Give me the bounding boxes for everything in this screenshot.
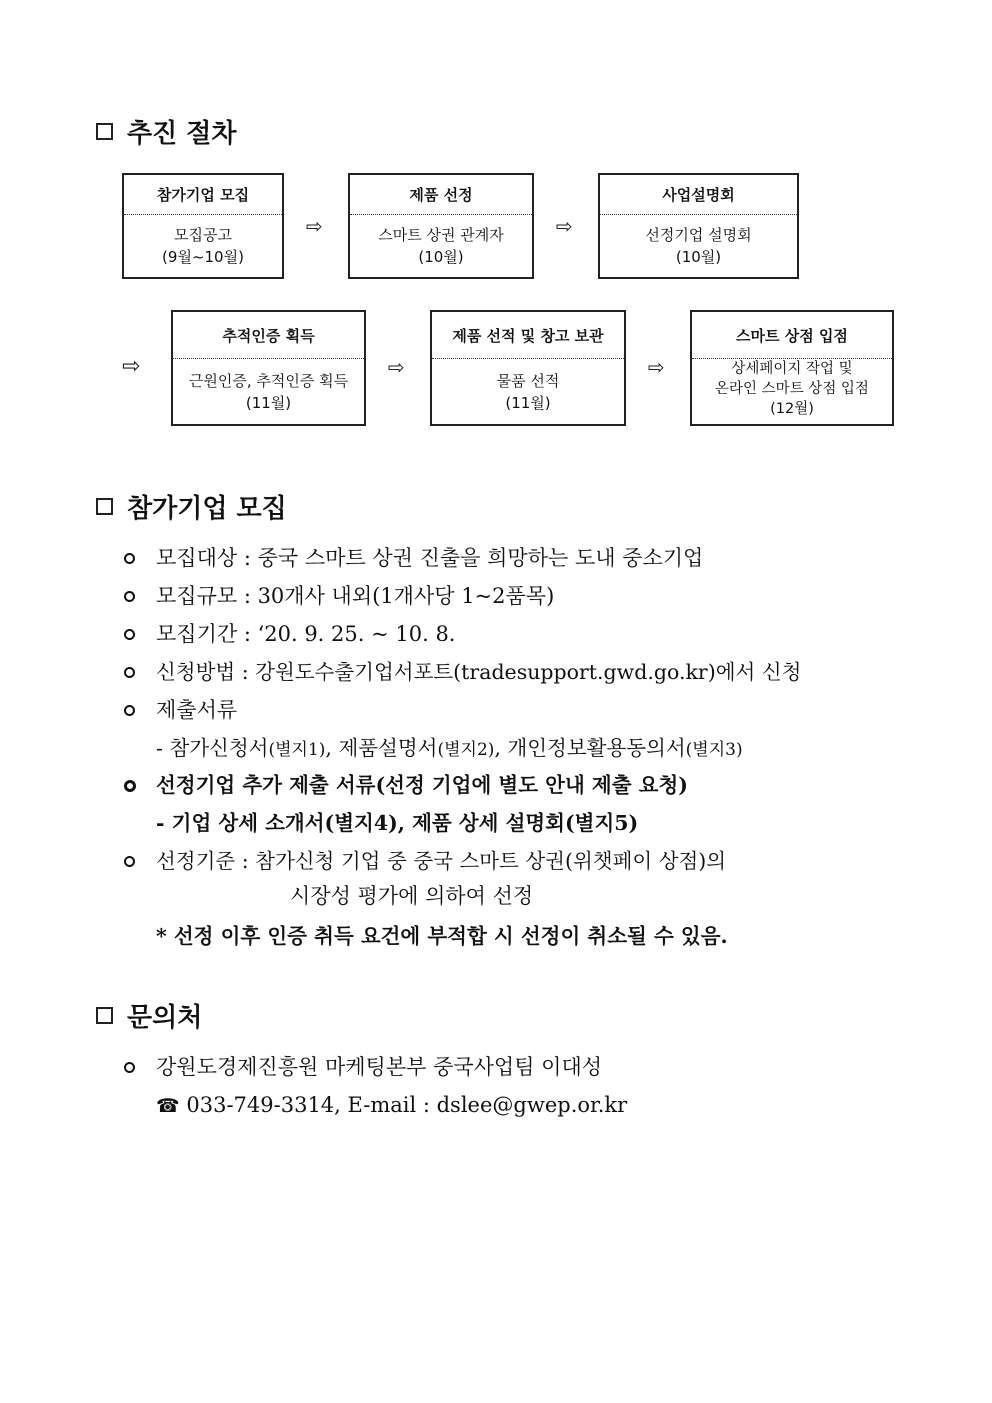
checkbox-square-icon <box>96 498 113 515</box>
circle-bullet-icon <box>124 591 135 602</box>
docs-application: - 참가신청서 <box>156 736 269 760</box>
section-title-contact <box>96 997 202 1034</box>
step-box-smart-store <box>690 310 894 426</box>
step-period: (10월) <box>418 248 464 266</box>
circle-bullet-icon <box>124 553 135 564</box>
section-title-recruit <box>96 488 287 525</box>
section-title-text: 추진 절차 <box>127 119 237 149</box>
recruit-docs: 제출서류 <box>156 698 238 722</box>
docs-product-desc: , 제품설명서 <box>325 736 438 760</box>
step-period: (11월) <box>505 393 551 412</box>
step-period: (11월) <box>245 393 292 412</box>
section-title-text: 문의처 <box>127 1003 203 1033</box>
docs-annex-2: (별지2) <box>437 740 495 760</box>
recruit-period: 모집기간 : ‘20. 9. 25. ~ 10. 8. <box>156 622 456 646</box>
circle-bullet-icon <box>124 1062 135 1073</box>
recruit-extra-docs: 선정기업 추가 제출 서류(선정 기업에 별도 안내 제출 요청) <box>156 773 688 797</box>
checkbox-square-icon <box>96 1007 113 1024</box>
step-box-recruit <box>122 173 284 279</box>
step-desc: 온라인 스마트 상점 입점 <box>715 381 869 397</box>
arrow-right-icon: ⇨ <box>122 354 141 379</box>
circle-bullet-icon <box>124 705 135 716</box>
step-box-certification <box>171 310 366 426</box>
docs-privacy-consent: , 개인정보활용동의서 <box>494 736 686 760</box>
step-period: (10월) <box>675 248 722 266</box>
phone-icon: ☎ <box>156 1095 180 1117</box>
arrow-right-icon: ⇨ <box>306 214 323 238</box>
step-title: 제품 선정 <box>350 175 532 215</box>
step-desc: 상세페이지 작업 및 <box>731 361 853 377</box>
recruit-note: * 선정 이후 인증 취득 요건에 부적합 시 선정이 취소될 수 있음. <box>156 924 728 948</box>
step-box-shipping <box>430 310 626 426</box>
recruit-criteria: 선정기준 : 참가신청 기업 중 중국 스마트 상권(위챗페이 상점)의 <box>156 849 727 873</box>
circle-bullet-icon <box>124 667 135 678</box>
step-period: (9월~10월) <box>162 248 244 266</box>
step-desc: 모집공고 <box>174 226 232 244</box>
arrow-right-icon: ⇨ <box>648 355 665 379</box>
step-desc: 선정기업 설명회 <box>645 226 752 244</box>
step-title: 추적인증 획득 <box>173 312 364 359</box>
step-desc: 근원인증, 추적인증 획득 <box>188 371 349 390</box>
recruit-target: 모집대상 : 중국 스마트 상권 진출을 희망하는 도내 중소기업 <box>156 546 704 570</box>
step-title: 제품 선적 및 창고 보관 <box>432 312 624 359</box>
circle-bullet-icon <box>124 780 136 792</box>
contact-phone-email: 033-749-3314, E-mail : dslee@gwep.or.kr <box>186 1093 628 1117</box>
step-box-briefing <box>598 173 799 279</box>
recruit-scale: 모집규모 : 30개사 내외(1개사당 1~2품목) <box>156 584 555 608</box>
recruit-criteria-cont: 시장성 평가에 의하여 선정 <box>290 884 534 908</box>
recruit-docs-detail <box>156 733 743 765</box>
contact-phone-line <box>156 1090 627 1121</box>
contact-org: 강원도경제진흥원 마케팅본부 중국사업팀 이대성 <box>156 1055 603 1079</box>
recruit-extra-docs-detail: - 기업 상세 소개서(별지4), 제품 상세 설명회(별지5) <box>156 811 639 835</box>
arrow-right-icon: ⇨ <box>388 355 405 379</box>
step-desc: 물품 선적 <box>496 371 560 390</box>
recruit-method: 신청방법 : 강원도수출기업서포트(tradesupport.gwd.go.kr)에서 신청 <box>156 660 802 684</box>
step-desc: 스마트 상권 관계자 <box>378 226 504 244</box>
docs-annex-1: (별지1) <box>268 740 326 760</box>
docs-annex-3: (별지3) <box>685 740 743 760</box>
arrow-right-icon: ⇨ <box>556 214 573 238</box>
step-title: 사업설명회 <box>600 175 797 215</box>
section-title-procedure <box>96 113 237 150</box>
step-title: 스마트 상점 입점 <box>692 312 892 359</box>
section-title-text: 참가기업 모집 <box>127 494 287 524</box>
circle-bullet-icon <box>124 856 135 867</box>
step-title: 참가기업 모집 <box>124 175 282 215</box>
checkbox-square-icon <box>96 123 113 140</box>
step-box-product-selection <box>348 173 534 279</box>
step-period: (12월) <box>770 401 814 417</box>
circle-bullet-icon <box>124 629 135 640</box>
